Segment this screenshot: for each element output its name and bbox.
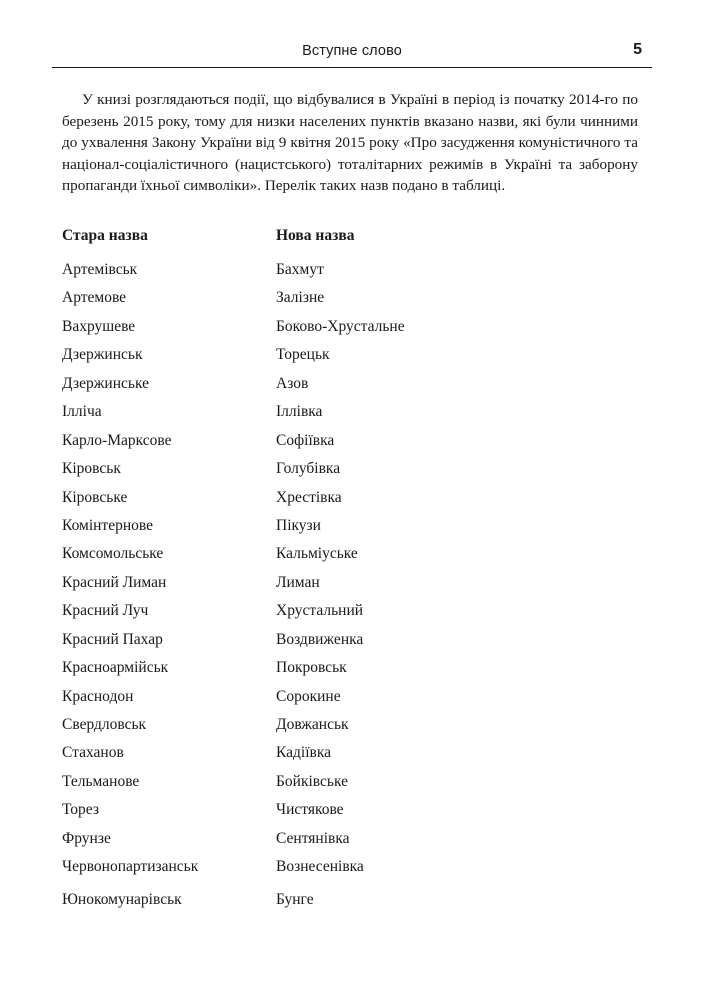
table-row <box>62 716 622 744</box>
table-row <box>62 891 622 919</box>
table-row <box>62 517 622 545</box>
table-row <box>62 801 622 829</box>
new-name-cell: Сорокине <box>276 687 341 705</box>
new-name-cell: Софіївка <box>276 431 335 449</box>
table-row <box>62 375 622 403</box>
old-name-cell: Фрунзе <box>62 829 111 847</box>
old-name-cell: Комсомольське <box>62 545 164 563</box>
new-name-cell: Хрустальний <box>276 602 364 620</box>
old-name-cell: Дзержинськ <box>62 346 143 364</box>
table-row <box>62 289 622 317</box>
table-row <box>62 318 622 346</box>
new-name-cell: Покровськ <box>276 659 347 677</box>
table-row <box>62 659 622 687</box>
table-row <box>62 432 622 460</box>
new-name-cell: Бойківське <box>276 772 348 790</box>
old-name-cell: Карло-Марксове <box>62 431 172 449</box>
new-name-cell: Бахмут <box>276 261 324 278</box>
old-name-cell: Краснодон <box>62 687 134 705</box>
old-name-cell: Красний Пахар <box>62 630 163 648</box>
old-name-cell: Красний Лиман <box>62 573 167 591</box>
old-name-cell: Свердловськ <box>62 716 147 733</box>
table-row <box>62 460 622 488</box>
new-name-cell: Азов <box>276 374 309 392</box>
running-header <box>52 40 652 66</box>
table-row <box>62 688 622 716</box>
new-name-cell: Іллівка <box>276 403 323 421</box>
old-name-cell: Дзержинське <box>62 374 149 392</box>
old-name-cell: Красноармійськ <box>62 659 169 677</box>
new-name-cell: Голубівка <box>276 460 341 478</box>
column-header-old-name: Стара назва <box>62 227 148 244</box>
table-row <box>62 631 622 659</box>
new-name-cell: Сентянівка <box>276 829 350 847</box>
old-name-cell: Вахрушеве <box>62 317 136 335</box>
table-row <box>62 858 622 886</box>
old-name-cell: Комінтернове <box>62 516 153 534</box>
new-name-cell: Воздвиженка <box>276 630 364 648</box>
renaming-table <box>62 227 622 919</box>
old-name-cell: Червонопартизанськ <box>62 858 199 876</box>
table-row <box>62 346 622 374</box>
table-row <box>62 574 622 602</box>
new-name-cell: Пікузи <box>276 516 321 534</box>
table-body <box>62 261 622 919</box>
new-name-cell: Залізне <box>276 289 325 307</box>
header-rule <box>52 67 652 68</box>
new-name-cell: Торецьк <box>276 346 330 364</box>
new-name-cell: Кальміуське <box>276 545 358 563</box>
table-row <box>62 403 622 431</box>
old-name-cell: Артемівськ <box>62 261 138 278</box>
old-name-cell: Красний Луч <box>62 602 149 620</box>
old-name-cell: Артемове <box>62 289 127 307</box>
table-row <box>62 261 622 289</box>
table-row <box>62 773 622 801</box>
new-name-cell: Бунге <box>276 890 314 908</box>
old-name-cell: Кіровськ <box>62 460 121 478</box>
new-name-cell: Кадіївка <box>276 744 332 762</box>
table-row <box>62 830 622 858</box>
new-name-cell: Чистякове <box>276 801 344 819</box>
old-name-cell: Торез <box>62 801 99 819</box>
table-row <box>62 489 622 517</box>
old-name-cell: Кіровське <box>62 488 128 506</box>
new-name-cell: Вознесенівка <box>276 858 364 876</box>
table-row <box>62 545 622 573</box>
new-name-cell: Боково-Хрустальне <box>276 317 405 335</box>
table-header <box>62 227 622 249</box>
new-name-cell: Хрестівка <box>276 488 342 506</box>
old-name-cell: Тельманове <box>62 772 140 790</box>
running-title: Вступне слово <box>302 43 402 59</box>
table-row <box>62 602 622 630</box>
intro-paragraph: У книзі розглядаються події, що відбувалися в Україні в період із початку 2014-го по березень 2015 року, тому для низки населених пунктів вказано назви, які були чинними до ухвалення Закону України від 9 квітня 2015 року «Про засудження комуністичного та націонал-соціалістичного (нацистського) тоталітарних режимів в Україні та заборону пропаганди їхньої символіки». Перелік таких назв подано в таблиці. <box>62 91 638 194</box>
new-name-cell: Лиман <box>276 573 320 591</box>
page-number: 5 <box>633 41 642 58</box>
old-name-cell: Ілліча <box>62 403 102 421</box>
column-header-new-name: Нова назва <box>276 227 355 244</box>
old-name-cell: Юнокомунарівськ <box>62 890 182 908</box>
table-row <box>62 744 622 772</box>
old-name-cell: Стаханов <box>62 744 124 762</box>
new-name-cell: Довжанськ <box>276 716 349 733</box>
